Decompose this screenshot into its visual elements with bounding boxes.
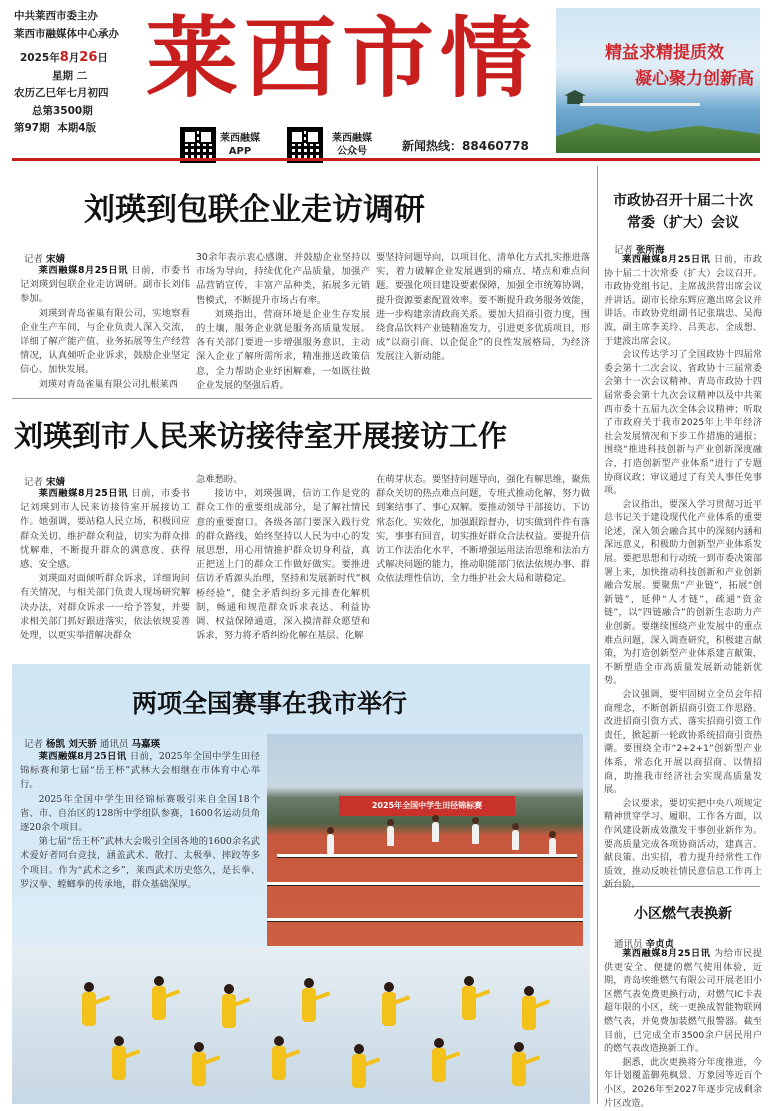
article3-byline: 记者 杨凯 刘天骄 通讯员 马嘉瑛 [24,739,160,750]
runner-figure [432,822,439,842]
shoreline-shape [556,111,760,153]
article2-column-3: 在萌芽状态。要坚持问题导向，强化有解思维，聚焦群众关切的热点难点问题，专班式推动化解，努力做到案结事了、事心双解。要推动领导干部接访、下访常态化、实效化，加强跟踪督办，切实做到件件有落实，事事有回音，切实推好群众合法权益。要提升信访工作法治化水平，不断增强运用法治思维和法治方式解决问题的能力，推动职能部门依法依规办事、群众依法理性信访，全力维护社会大局和谐稳定。 [376,474,590,585]
pier-shape [580,103,700,106]
article1-byline: 记者 宋婧 [24,254,66,265]
article1-column-2: 30余年表示衷心感谢，并鼓励企业坚持以市场为导向，持续优化产品质量，加强产品营销宣传，丰富产品种类，拓展多元销售模式，不断提升市场占有率。 刘瑛指出，营商环境是企业生存发展的土壤，服务企业就是服务高质量发展。各有关部门要进一步增强服务意识，主动深入企业了解所需所求，精准推送政策信息，全力帮助企业纾困解难，一如既往做企业发展的坚强后盾。 [196,252,370,391]
performer-figure [192,1052,206,1086]
article1-divider [12,398,592,399]
banner-slogan-1: 精益求精提质效 [605,43,724,63]
edition-count: 本期4版 [57,122,97,134]
article4-headline[interactable]: 市政协召开十届二十次 常委（扩大）会议 [613,193,753,231]
hotline-label: 新闻热线： [402,139,463,153]
date-year: 2025年 [20,52,60,64]
qr-app-label: 莱西融媒 APP [220,133,260,157]
performer-figure [382,992,396,1026]
article2-byline: 记者 宋婧 [24,477,66,488]
article5-body: 莱西融媒8月25日讯 为给市民提供更安全、便捷的燃气使用体验，近期，青岛埃维燃气有限公司开展老旧小区燃气表免费更换行动，对燃气IC卡表超年限的小区，统一更换成智能物联网燃气表，并免费加装燃气报警器。截至目前，已完成全市3500余户居民用户的燃气表改造换新工作。 据悉，此次更换将分年度推进，今年计划覆盖御苑枫景、万象园等近百个小区，2026年至2027年逐步完成剩余片区改造。 [604,949,762,1109]
article5-headline[interactable]: 小区燃气表换新 [634,906,732,922]
article2-column-1: 莱西融媒8月25日讯 日前，市委书记刘瑛到市人民来访接待室开展接访工作。她强调，要站稳人民立场，积极回应群众关切、维护群众利益，切实为群众排忧解难，不断提升群众的满意度、获得感、安全感。 刘瑛面对面倾听群众诉求，详细询问有关情况，与相关部门负责人现场研究解决办法，对群众诉求一一给予答复，并要求相关部门抓好跟进落实，依法依规妥善处理，以更实举措解决群众 [20,488,190,642]
runner-figure [387,826,394,846]
performer-figure [152,986,166,1020]
hurdle-bar [277,854,577,857]
performer-figure [512,1052,526,1086]
right-column-divider [597,166,598,1104]
article2-headline[interactable]: 刘瑛到市人民来访接待室开展接访工作 [14,419,508,453]
article4-body: 莱西融媒8月25日讯 日前，市政协十届二十次常委（扩大）会议召开。市政协党组书记、主席战洪营出席会议并讲话。副市长徐东辉应邀出席会议并讲话。市政协党组副书记张瑞忠、吴海波，副主席李美玲、吕英志、全成想、于建波出席会议。 会议传达学习了全国政协十四届常委会第十二次会议、省政协十三届常委会第十一次会议精神、青岛市政协十四届常委会第十九次会议精神以及中共莱西市委十五届九次全体会议精神；听取了市政府关于我市2025年上半年经济社会发展情况和下步工作措施的通报；围绕“推进科技创新与产业创新深度融合，打造创新型产业体系”进行了专题协商议政；审议通过了有关人事任免事项。 会议指出，要深入学习贯彻习近平总书记关于建设现代化产业体系的重要论述，深入领会融合其中的深刻内涵和深远意义，积极助力创新型产业体系发展。要把思想和行动统一到市委决策部署上来，加快推动科技创新和产业创新融合发展。要聚焦“产业链”，拓展“创新链”，延伸“人才链”，疏通“资金链”，以“四链融合”的创新生态助力产业创新。要继续围绕产业发展中的重点难点问题，深入调查研究，积极建言献策，为打造创新型产业体系建言献策，不断塑造全市高质量发展新动能新优势。 会议强调，要牢固树立全员会年招商理念，不断创新招商引资工作思路、改进招商引资方式、落实招商引资工作责任，掀起新一轮政协系统招商引资热潮。要围绕全市“2+2+1”创新型产业体系，常态化开展以商招商、以情招商，助推我市经济社会实现高质量发展。 会议要求，要切实把中央八项规定精神贯穿学习、履职、工作各方面，以作风建设新成效激发干事创业新作为。要高质量完成各项协商活动，建真言、献良策、出实招，着力提升经常性工作质效，推动反映社情民意信息工作再上 [604,255,762,877]
date-month: 8 [59,50,69,65]
paper-title: 莱西市情 [146,6,539,110]
performer-figure [222,994,236,1028]
performer-figure [272,1046,286,1080]
performer-figure [302,988,316,1022]
article1-headline[interactable]: 刘瑛到包联企业走访调研 [84,192,425,228]
lunar-date: 农历乙巳年七月初四 [14,87,109,99]
pavilion-icon [564,90,586,104]
runner-figure [327,834,334,854]
issue-date [14,49,139,68]
sponsor-line-1: 中共莱西市委主办 [14,10,98,22]
performer-figure [462,986,476,1020]
hurdle-bar [267,918,583,921]
hotline-number: 88460778 [462,139,529,153]
performer-figure [522,996,536,1030]
date-day-unit: 日 [97,52,108,64]
article1-column-3: 要坚持问题导向，以项目化、清单化方式扎实推进落实，着力破解企业发展遇到的痛点、堵点和难点问题。要强化项目建设要素保障，加强全市统筹协调，提升资源要素配置效率。要不断提升政务服务效能，进一步构建亲清政商关系。要加大招商引资力度，围绕食品饮料产业链精准发力，引进更多优质项目，形成“以商引商、以企促企”的良性发展格局，为经济发展注入新动能。 [376,252,590,363]
article3-headline[interactable]: 两项全国赛事在我市举行 [132,689,408,718]
hurdle-bar [267,882,583,885]
masthead-info [14,8,139,138]
photo-sign: 2025年全国中学生田径锦标赛 [339,796,515,816]
date-day: 26 [79,50,98,65]
article2-column-2: 急难愁盼。 接访中，刘瑛强调，信访工作是党的群众工作的重要组成部分，是了解社情民意的重要窗口。各级各部门要深入践行党的群众路线，始终坚持以人民为中心的发展思想，用心用情推护群众切身利益，真正把送上门的群众工作做好做实。要推进信访矛盾源头治理，坚持和发展新时代“枫桥经验”，健全矛盾纠纷多元排查化解机制，畅通和规范群众诉求表达、利益协调、权益保障通道，深入摸清群众愿望和诉求，努力将矛盾纠纷化解在基层、化解 [196,474,370,642]
wushu-photo [12,946,590,1104]
issue-total: 总第3500期 [32,104,93,117]
article5-byline: 通讯员 辛贞贞 [614,939,675,950]
issue-year-number: 第97期 [14,122,50,134]
article3-body: 莱西融媒8月25日讯 日前，2025年全国中学生田径锦标赛和第七届“岳王杯”武林大会相继在市体育中心举行。 2025年全国中学生田径锦标赛吸引来自全国18个省、市、自治区的128所中学组队参赛，1600名运动员角逐20余个项目。 第七届“岳王杯”武林大会吸引全国各地的1600余名武术爱好者同台竞技，涵盖武术、散打、太极拳、摔跤等多个项目。作为“武术之乡”，莱西武术历史悠久，是长拳、罗汉拳、螳螂拳的传承地，群众基础深厚。 [20,751,260,890]
sponsor-line-2: 莱西市融媒体中心承办 [14,27,119,40]
masthead-title [146,6,546,124]
qr-wechat-label: 莱西融媒 公众号 [332,133,372,157]
article4-byline: 记者 张所海 [614,245,665,256]
hurdles-photo [267,734,583,946]
banner-slogan-2: 凝心聚力创新高 [635,69,754,89]
runner-figure [512,830,519,850]
performer-figure [82,992,96,1026]
news-hotline [402,137,529,154]
article4-divider [602,886,760,887]
weekday: 星期 二 [52,69,88,82]
banner-image [556,8,760,153]
performer-figure [352,1054,366,1088]
masthead-rule [12,158,760,161]
runner-figure [472,824,479,844]
date-month-unit: 月 [68,52,80,64]
performer-figure [112,1046,126,1080]
issue-edition [14,120,139,138]
performer-figure [432,1048,446,1082]
article1-column-1: 莱西融媒8月25日讯 日前，市委书记刘瑛到包联企业走访调研。副市长刘伟参加。 刘瑛到青岛雀巢有限公司，实地察看企业生产车间，与企业负责人深入交流，详细了解产能产值、业务拓展等生产经营情况，认真倾听企业诉求，鼓励企业坚定信心、加快发展。 刘瑛对青岛雀巢有限公司扎根莱西 [20,265,190,390]
